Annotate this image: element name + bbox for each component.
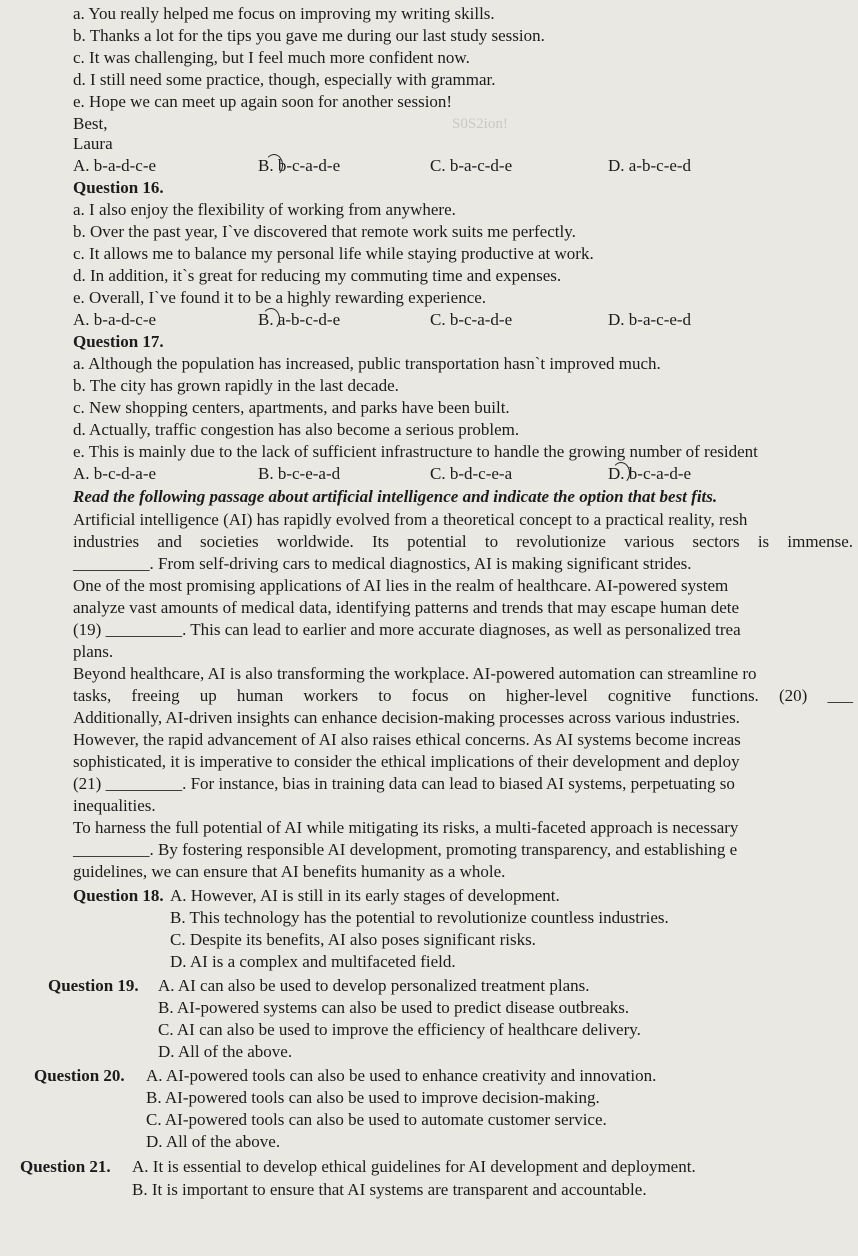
q20-option-d[interactable]: D. All of the above. [146,1132,281,1151]
q17-item-b: b. The city has grown rapidly in the last decade. [73,376,399,395]
q19-option-b[interactable]: B. AI-powered systems can also be used to predict disease outbreaks. [158,998,630,1017]
q16-item-e: e. Overall, I`ve found it to be a highly rewarding experience. [73,288,487,307]
passage-line: _________. From self-driving cars to medical diagnostics, AI is making significant strides. [73,554,692,573]
passage-line: (21) _________. For instance, bias in training data can lead to biased AI systems, perpetuating so [73,774,735,793]
q20-title: Question 20. [34,1066,125,1085]
faint-pencil-mark: S0S2ion! [452,116,508,132]
q20-option-a[interactable]: A. AI-powered tools can also be used to enhance creativity and innovation. [146,1066,657,1085]
q21-option-b[interactable]: B. It is important to ensure that AI systems are transparent and accountable. [132,1180,647,1199]
letter-closing: Best, [73,114,108,133]
passage-line: Additionally, AI-driven insights can enhance decision-making processes across various industries. [73,708,740,727]
q19-option-d[interactable]: D. All of the above. [158,1042,293,1061]
q16-title: Question 16. [73,178,164,197]
q17-option-a[interactable]: A. b-c-d-a-e [73,464,157,483]
passage-line: However, the rapid advancement of AI also raises ethical concerns. As AI systems become increas [73,730,741,749]
passage-line: Artificial intelligence (AI) has rapidly evolved from a theoretical concept to a practical reality, resh [73,510,748,529]
q17-item-d: d. Actually, traffic congestion has also become a serious problem. [73,420,520,439]
q18-option-c[interactable]: C. Despite its benefits, AI also poses significant risks. [170,930,536,949]
passage-line: (19) _________. This can lead to earlier and more accurate diagnoses, as well as personalized trea [73,620,741,639]
q16-option-b[interactable]: B. a-b-c-d-e [258,310,341,329]
passage-line: analyze vast amounts of medical data, identifying patterns and trends that may escape human dete [73,598,740,617]
passage-line: sophisticated, it is imperative to consider the ethical implications of their development and deploy [73,752,740,771]
passage-instruction: Read the following passage about artificial intelligence and indicate the option that best fits. [73,487,718,506]
answer-circle-mark [262,308,280,330]
letter-signature: Laura [73,134,113,153]
q16-option-a[interactable]: A. b-a-d-c-e [73,310,157,329]
q17-item-e: e. This is mainly due to the lack of sufficient infrastructure to handle the growing number of resident [73,442,758,461]
q21-title: Question 21. [20,1157,111,1176]
q15-option-a[interactable]: A. b-a-d-c-e [73,156,157,175]
answer-circle-mark [612,462,630,484]
q18-option-a[interactable]: A. However, AI is still in its early stages of development. [170,886,560,905]
q15-option-b[interactable]: B. b-c-a-d-e [258,156,341,175]
q16-option-d[interactable]: D. b-a-c-e-d [608,310,692,329]
q17-option-b[interactable]: B. b-c-e-a-d [258,464,341,483]
q16-item-d: d. In addition, it`s great for reducing my commuting time and expenses. [73,266,562,285]
q15-item-c: c. It was challenging, but I feel much more confident now. [73,48,470,67]
passage-line: tasks, freeing up human workers to focus on higher-level cognitive functions. (20) ___ [73,686,853,705]
q16-item-c: c. It allows me to balance my personal life while staying productive at work. [73,244,594,263]
q15-item-b: b. Thanks a lot for the tips you gave me during our last study session. [73,26,545,45]
q20-option-b[interactable]: B. AI-powered tools can also be used to improve decision-making. [146,1088,600,1107]
q21-option-a[interactable]: A. It is essential to develop ethical guidelines for AI development and deployment. [132,1157,696,1176]
q17-option-c[interactable]: C. b-d-c-e-a [430,464,513,483]
q17-title: Question 17. [73,332,164,351]
passage-line: One of the most promising applications of AI lies in the realm of healthcare. AI-powered system [73,576,729,595]
q15-option-d[interactable]: D. a-b-c-e-d [608,156,692,175]
q18-title: Question 18. [73,886,164,905]
q17-item-a: a. Although the population has increased, public transportation hasn`t improved much. [73,354,661,373]
q17-option-d[interactable]: D. b-c-a-d-e [608,464,692,483]
q15-item-a: a. You really helped me focus on improving my writing skills. [73,4,495,23]
q16-item-b: b. Over the past year, I`ve discovered that remote work suits me perfectly. [73,222,576,241]
passage-line: Beyond healthcare, AI is also transforming the workplace. AI-powered automation can streamline ro [73,664,757,683]
q15-option-c[interactable]: C. b-a-c-d-e [430,156,513,175]
q18-option-d[interactable]: D. AI is a complex and multifaceted field. [170,952,456,971]
passage-line: industries and societies worldwide. Its potential to revolutionize various sectors is immense. [73,532,853,551]
q20-option-c[interactable]: C. AI-powered tools can also be used to automate customer service. [146,1110,607,1129]
q19-option-c[interactable]: C. AI can also be used to improve the efficiency of healthcare delivery. [158,1020,641,1039]
passage-line: inequalities. [73,796,156,815]
passage-line: guidelines, we can ensure that AI benefits humanity as a whole. [73,862,506,881]
q16-item-a: a. I also enjoy the flexibility of working from anywhere. [73,200,456,219]
passage-line: _________. By fostering responsible AI development, promoting transparency, and establishing e [73,840,738,859]
passage-line: To harness the full potential of AI while mitigating its risks, a multi-faceted approach is necessary [73,818,739,837]
passage-line: plans. [73,642,114,661]
q19-title: Question 19. [48,976,139,995]
q17-item-c: c. New shopping centers, apartments, and parks have been built. [73,398,510,417]
q19-option-a[interactable]: A. AI can also be used to develop personalized treatment plans. [158,976,590,995]
q15-item-d: d. I still need some practice, though, especially with grammar. [73,70,496,89]
q18-option-b[interactable]: B. This technology has the potential to revolutionize countless industries. [170,908,669,927]
answer-circle-mark [265,154,283,176]
q16-option-c[interactable]: C. b-c-a-d-e [430,310,513,329]
q15-item-e: e. Hope we can meet up again soon for another session! [73,92,453,111]
